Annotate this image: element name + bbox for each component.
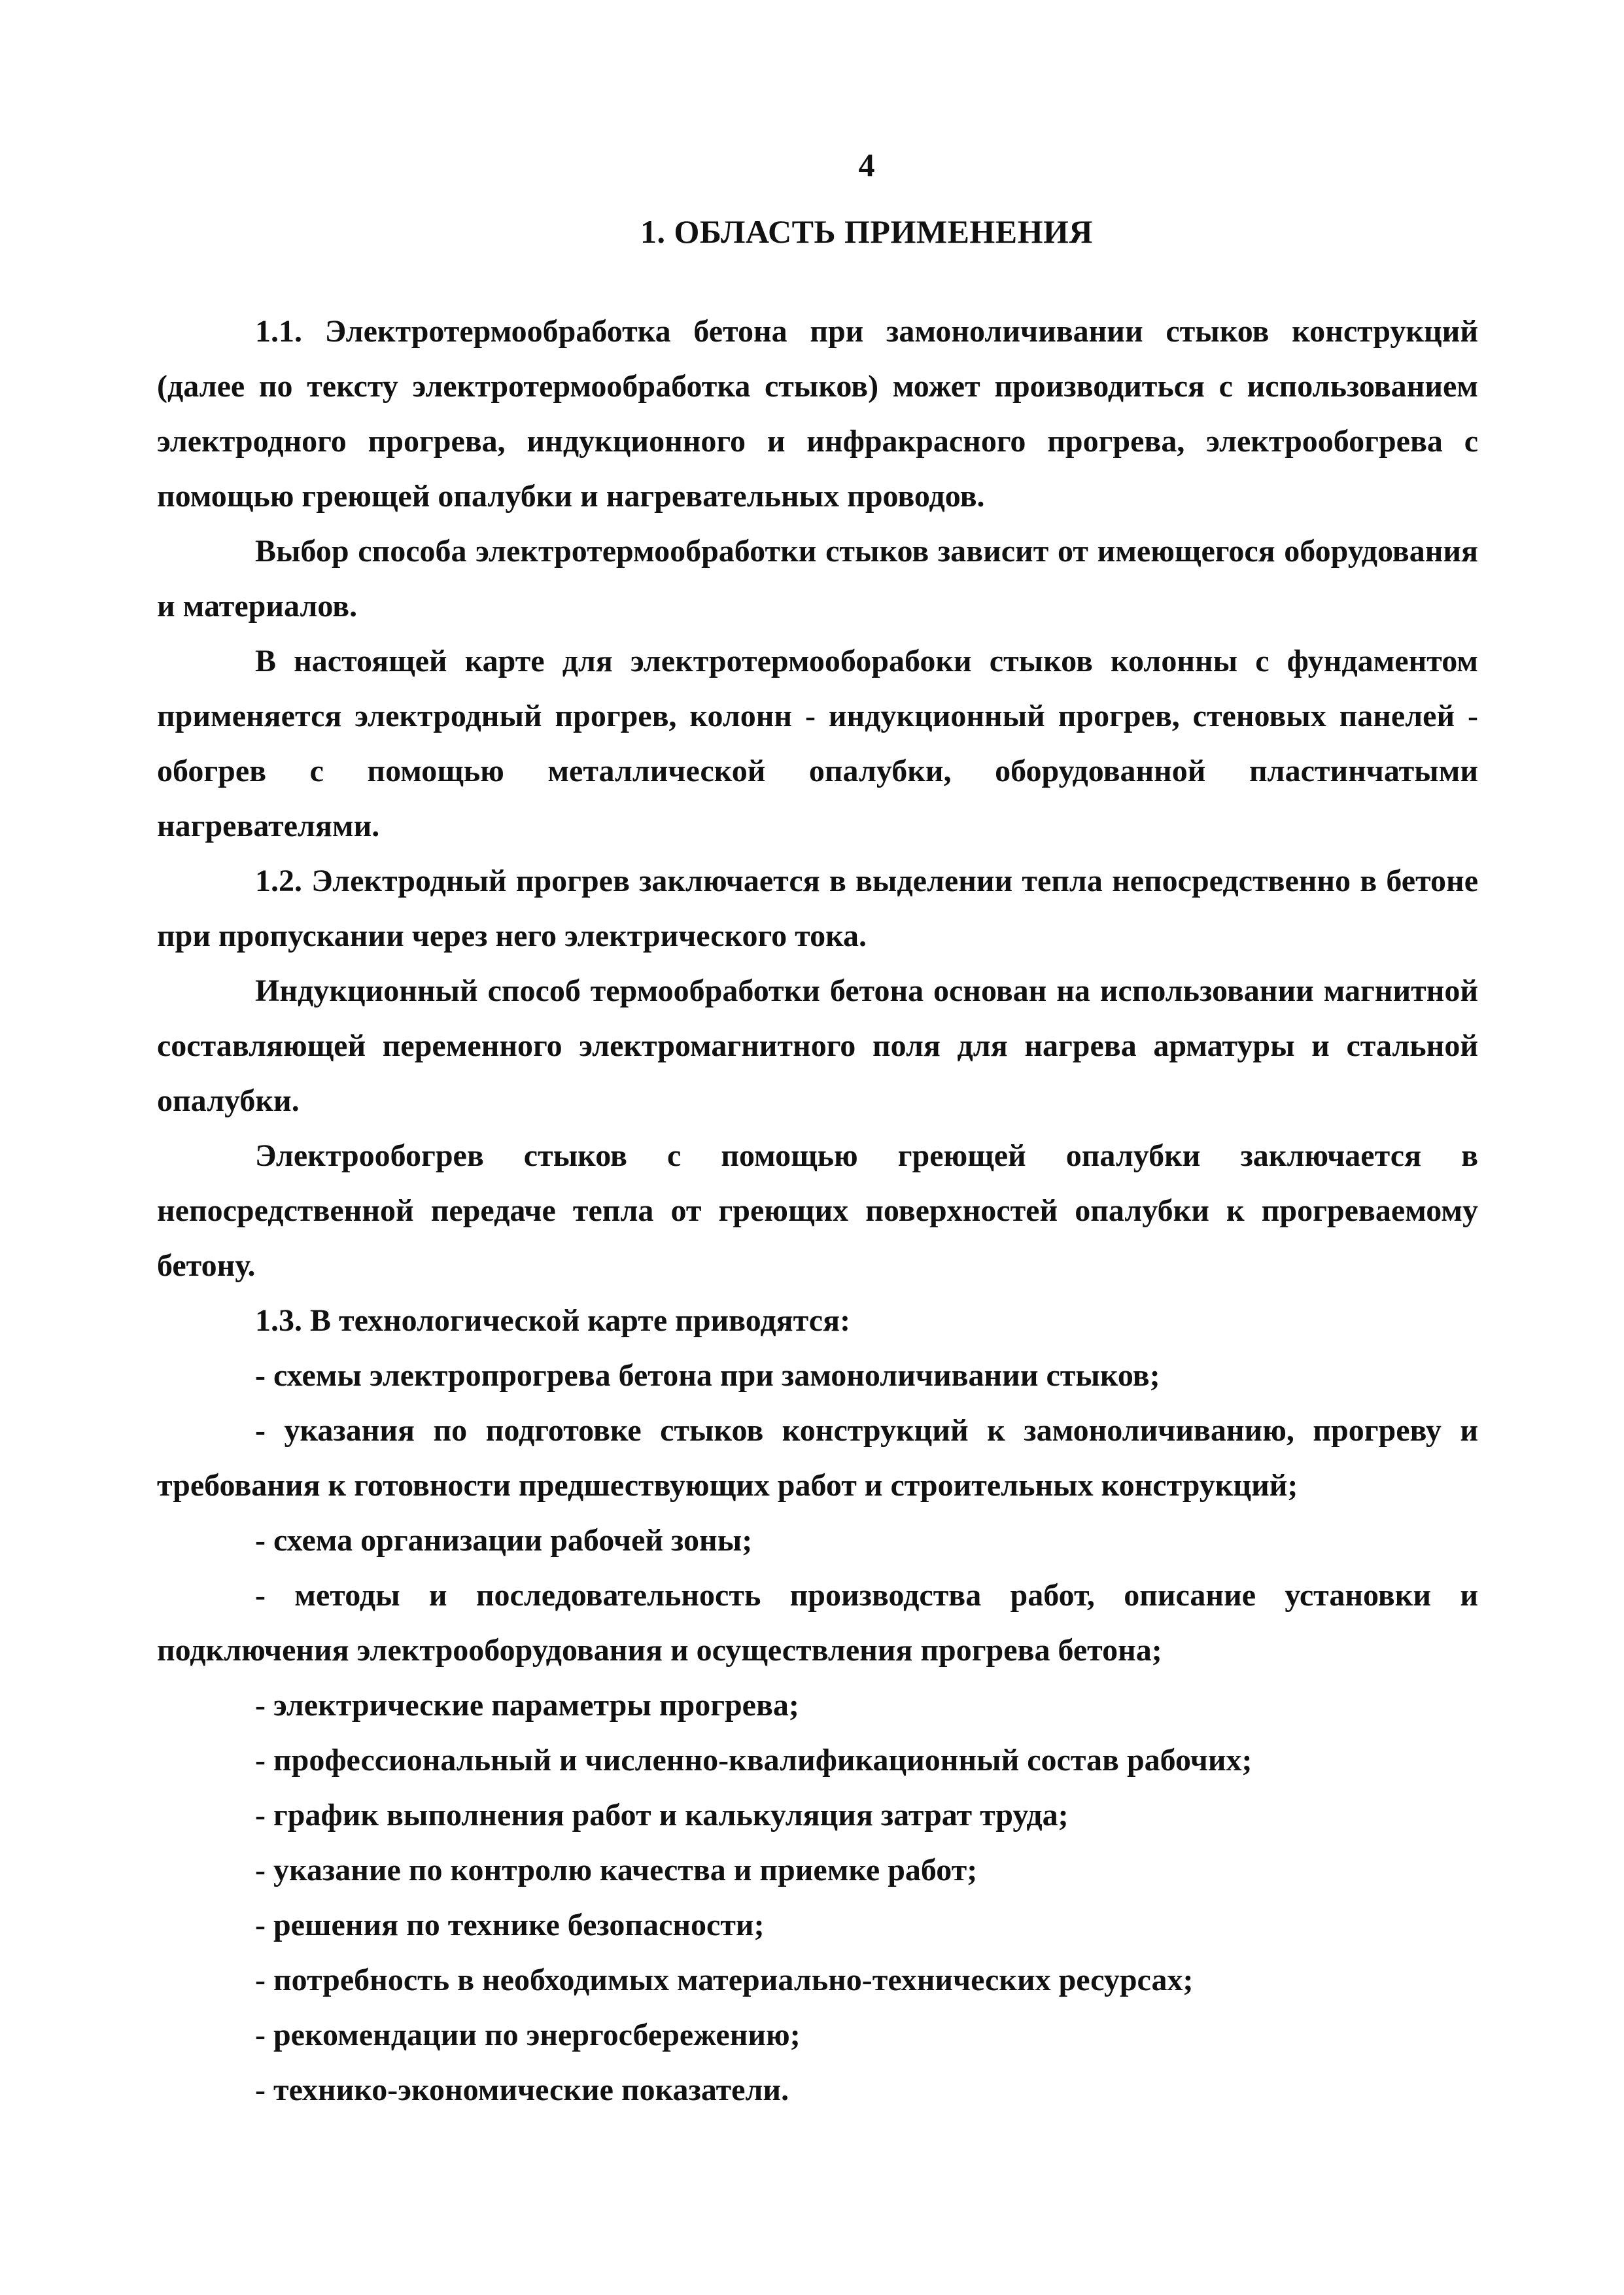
list-item: - технико-экономические показатели. — [255, 2073, 789, 2107]
list-item: - профессиональный и численно-квалификационный состав рабочих; — [255, 1743, 1253, 1778]
section-title: 1. ОБЛАСТЬ ПРИМЕНЕНИЯ — [640, 213, 1094, 250]
list-item: - схема организации рабочей зоны; — [255, 1523, 753, 1558]
paragraph-1-3: 1.3. В технологической карте приводятся: — [255, 1303, 851, 1338]
list-item: - потребность в необходимых материально-технических ресурсах; — [255, 1963, 1194, 1997]
paragraph-induction: Индукционный способ термообработки бетона основан на использовании магнитной составляющей переменного электромагнитного поля для нагрева арматуры и стальной опалубки. — [157, 973, 1478, 1118]
list-item: - рекомендации по энергосбережению; — [255, 2018, 801, 2052]
list-item: - схемы электропрогрева бетона при замоноличивании стыков; — [255, 1358, 1160, 1393]
paragraph-1-2: 1.2. Электродный прогрев заключается в выделении тепла непосредственно в бетоне при пропускании через него электрического тока. — [157, 864, 1478, 953]
list-item: - указания по подготовке стыков конструкций к замоноличиванию, прогреву и требования к готовности предшествующих работ и строительных конструкций; — [157, 1413, 1478, 1503]
paragraph-card-methods: В настоящей карте для электротермооборабоки стыков колонны с фундаментом применяется электродный прогрев, колонн - индукционный прогрев, стеновых панелей - обогрев с помощью металлической опалубки, оборудованной пластинчатыми нагревателями. — [157, 644, 1478, 843]
paragraph-1-1: 1.1. Электротермообработка бетона при замоноличивании стыков конструкций (далее по тексту электротермообработка стыков) может производиться с использованием электродного прогрева, индукционного и инфракрасного прогрева, электрообогрева с помощью греющей опалубки и нагревательных проводов. — [157, 314, 1478, 514]
list-item: - методы и последовательность производства работ, описание установки и подключения электрооборудования и осуществления прогрева бетона; — [157, 1578, 1478, 1668]
list-item: - график выполнения работ и калькуляция затрат труда; — [255, 1798, 1069, 1832]
document-body — [157, 304, 1478, 2118]
list-item: - решения по технике безопасности; — [255, 1908, 765, 1942]
list-item: - указание по контролю качества и приемке работ; — [255, 1853, 978, 1887]
list-item: - электрические параметры прогрева; — [255, 1688, 799, 1723]
paragraph-method-choice: Выбор способа электротермообработки стыков зависит от имеющегося оборудования и материалов. — [157, 534, 1478, 623]
page-number: 4 — [858, 147, 875, 183]
paragraph-heated-formwork: Электрообогрев стыков с помощью греющей опалубки заключается в непосредственной передаче тепла от греющих поверхностей опалубки к прогреваемому бетону. — [157, 1138, 1478, 1283]
